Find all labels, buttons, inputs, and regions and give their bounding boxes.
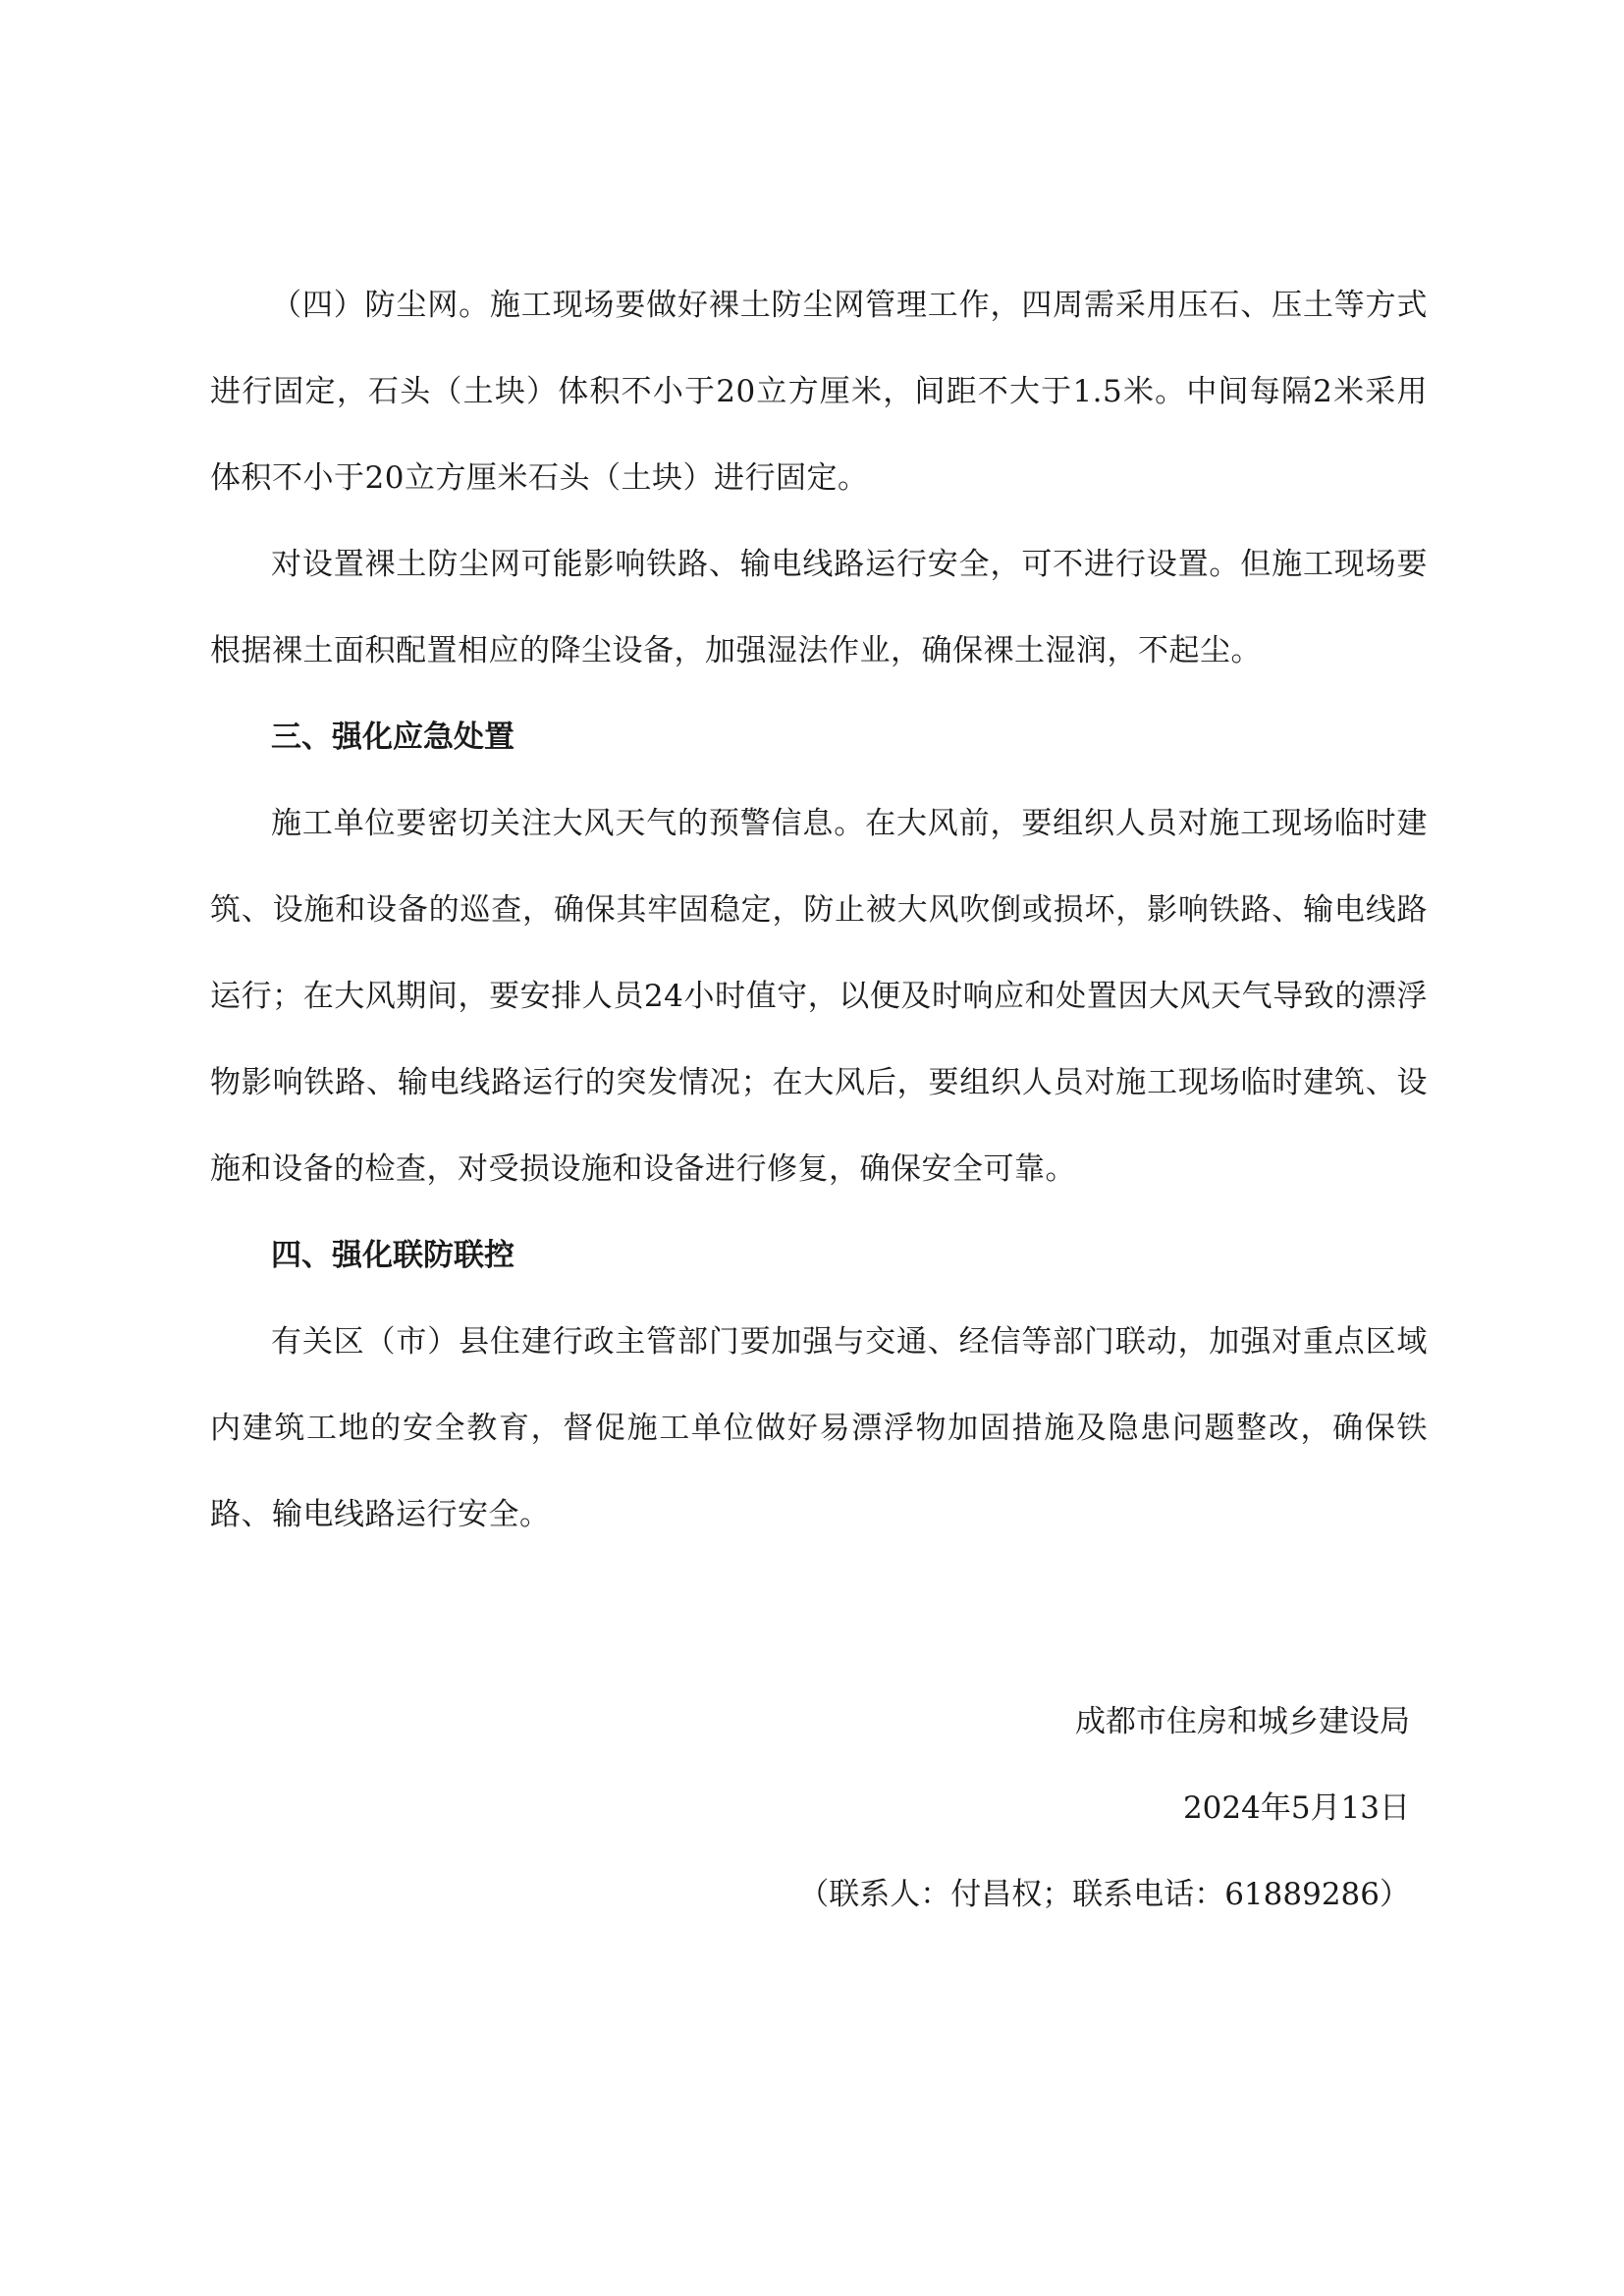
section-heading-emergency: 三、强化应急处置 (271, 720, 514, 755)
signature-org: 成都市住房和城乡建设局 (1075, 1704, 1410, 1739)
document-body (210, 262, 1428, 1558)
section-heading-joint-control: 四、强化联防联控 (271, 1238, 514, 1273)
signature-date: 2024年5月13日 (1182, 1790, 1410, 1826)
paragraph-dust-net: （四）防尘网。施工现场要做好裸土防尘网管理工作，四周需采用压石、压土等方式进行固定，石头（土块）体积不小于20立方厘米，间距不大于1.5米。中间每隔2米采用体积不小于20立方厘米石头（土块）进行固定。 (210, 288, 1428, 496)
paragraph-emergency: 施工单位要密切关注大风天气的预警信息。在大风前，要组织人员对施工现场临时建筑、设施和设备的巡查，确保其牢固稳定，防止被大风吹倒或损坏，影响铁路、输电线路运行；在大风期间，要安排人员24小时值守，以便及时响应和处置因大风天气导致的漂浮物影响铁路、输电线路运行的突发情况；在大风后，要组织人员对施工现场临时建筑、设施和设备的检查，对受损设施和设备进行修复，确保安全可靠。 (210, 806, 1428, 1187)
paragraph-joint-control: 有关区（市）县住建行政主管部门要加强与交通、经信等部门联动，加强对重点区域内建筑工地的安全教育，督促施工单位做好易漂浮物加固措施及隐患问题整改，确保铁路、输电线路运行安全。 (210, 1324, 1428, 1532)
signature-block (798, 1679, 1410, 1938)
paragraph-dust-net-exception: 对设置裸土防尘网可能影响铁路、输电线路运行安全，可不进行设置。但施工现场要根据裸土面积配置相应的降尘设备，加强湿法作业，确保裸土湿润，不起尘。 (210, 547, 1428, 668)
signature-contact: （联系人：付昌权；联系电话：61889286） (798, 1877, 1410, 1912)
